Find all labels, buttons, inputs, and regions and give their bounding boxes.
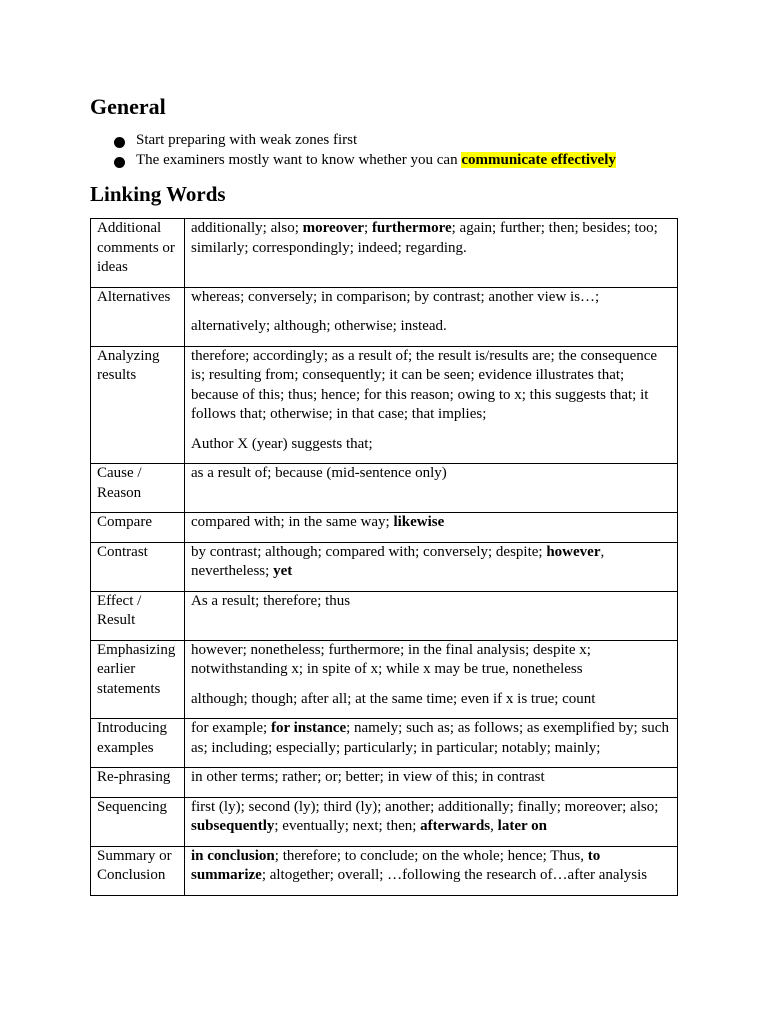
words-paragraph (191, 464, 671, 484)
term-text: ; eventually; next; then; (274, 818, 421, 834)
bullet-item (112, 151, 616, 171)
category-cell: Contrast (91, 542, 185, 591)
category-cell: Introducing examples (91, 719, 185, 768)
words-paragraph (191, 288, 671, 308)
term-text: as a result of; because (mid-sentence only) (191, 465, 447, 481)
category-cell: Effect / Result (91, 591, 185, 640)
linking-words-cell (185, 513, 678, 543)
category-cell: Emphasizing earlier statements (91, 640, 185, 719)
words-paragraph (191, 317, 671, 337)
highlighted-text: communicate effectively (461, 151, 616, 168)
linking-words-cell (185, 768, 678, 798)
linking-words-cell (185, 219, 678, 288)
words-paragraph (191, 719, 671, 758)
bold-term: likewise (393, 514, 445, 530)
table-row (91, 513, 678, 543)
table-row (91, 287, 678, 346)
general-bullet-list (112, 131, 616, 170)
linking-words-cell (185, 846, 678, 895)
table-row (91, 846, 678, 895)
term-text: whereas; conversely; in comparison; by contrast; another view is…; (191, 288, 600, 305)
words-paragraph (191, 768, 671, 788)
term-text: compared with; in the same way; (191, 514, 394, 530)
table-row (91, 219, 678, 288)
table-row (91, 640, 678, 719)
category-cell: Summary or Conclusion (91, 846, 185, 895)
term-text: although; though; after all; at the same time; even if x is true; count (191, 690, 596, 707)
bold-term: in conclusion (191, 847, 275, 864)
linking-words-cell (185, 287, 678, 346)
linking-words-cell (185, 346, 678, 464)
bold-term: subsequently (191, 818, 275, 834)
term-text: therefore; accordingly; as a result of; the result is/results are; the consequence is; resulting from; consequently; it can be seen; evidence illustrates that; because of this; thus; hence; for this reason; owing to x; this suggests that; it follows that; otherwise; in that case; that implies; (191, 347, 658, 422)
bullet-icon (114, 137, 125, 148)
bold-term: however (546, 543, 601, 560)
term-text: in other terms; rather; or; better; in view of this; in contrast (191, 769, 545, 785)
category-cell: Sequencing (91, 797, 185, 846)
category-cell: Analyzing results (91, 346, 185, 464)
bullet-item (112, 131, 616, 151)
bold-term: yet (273, 563, 293, 579)
category-cell: Additional comments or ideas (91, 219, 185, 288)
bold-term: furthermore (371, 220, 452, 236)
words-paragraph (191, 435, 671, 455)
table-row (91, 346, 678, 464)
table-row (91, 797, 678, 846)
linking-words-cell (185, 464, 678, 513)
bullet-icon (114, 157, 125, 168)
term-text: ; (364, 220, 372, 236)
term-text: alternatively; although; otherwise; instead. (191, 318, 447, 334)
table-row (91, 542, 678, 591)
linking-words-cell (185, 719, 678, 768)
term-text: ; again; further; then; besides; too; similarly; correspondingly; indeed; regarding. (191, 220, 658, 256)
term-text: for example; (191, 720, 271, 736)
term-text: ; therefore; to conclude; on the whole; hence; Thus, (274, 847, 588, 864)
words-paragraph (191, 847, 671, 886)
bold-term: to summarize (191, 847, 601, 883)
general-heading: General (90, 94, 166, 119)
bold-term: for instance (270, 720, 347, 736)
bullet-text: The examiners mostly want to know whether you can (136, 151, 462, 168)
words-paragraph (191, 513, 671, 533)
term-text: by contrast; although; compared with; conversely; despite; (191, 543, 547, 560)
words-paragraph (191, 219, 671, 258)
table-row (91, 768, 678, 798)
table-row (91, 464, 678, 513)
bold-term: moreover (302, 220, 365, 236)
term-text: however; nonetheless; furthermore; in the final analysis; despite x; notwithstanding x; in spite of x; while x may be true, nonetheless (191, 641, 591, 677)
linking-words-cell (185, 640, 678, 719)
words-paragraph (191, 641, 671, 680)
term-text: first (ly); second (ly); third (ly); another; additionally; finally; moreover; also; (191, 798, 659, 815)
bold-term: later on (497, 818, 547, 834)
bullet-text: Start preparing with weak zones first (136, 132, 358, 148)
category-cell: Compare (91, 513, 185, 543)
term-text: additionally; also; (191, 220, 303, 236)
linking-words-heading: Linking Words (90, 182, 226, 206)
term-text: Author X (year) suggests that; (191, 435, 373, 452)
words-paragraph (191, 592, 671, 612)
term-text: ; altogether; overall; …following the research of…after analysis (261, 867, 648, 883)
words-paragraph (191, 347, 671, 425)
words-paragraph (191, 543, 671, 582)
term-text: , nevertheless; (191, 543, 605, 579)
term-text: As a result; therefore; thus (191, 592, 351, 609)
linking-words-cell (185, 797, 678, 846)
category-cell: Cause / Reason (91, 464, 185, 513)
linking-words-cell (185, 542, 678, 591)
linking-words-cell (185, 591, 678, 640)
category-cell: Re-phrasing (91, 768, 185, 798)
linking-words-table (90, 218, 678, 896)
words-paragraph (191, 690, 671, 710)
bold-term: afterwards (420, 818, 491, 834)
table-row (91, 591, 678, 640)
term-text: ; namely; such as; as follows; as exemplified by; such as; including; especially; particularly; in particular; notably; mainly; (191, 720, 669, 756)
term-text: , (490, 818, 498, 834)
table-row (91, 719, 678, 768)
category-cell: Alternatives (91, 287, 185, 346)
words-paragraph (191, 798, 671, 837)
